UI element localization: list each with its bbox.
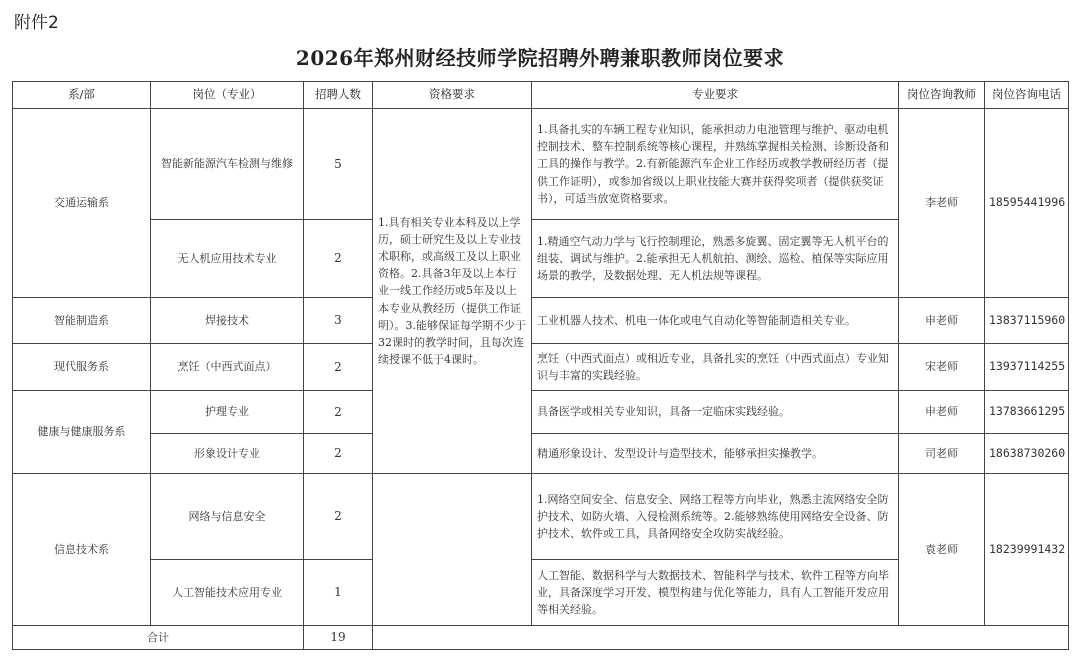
dept-cell: 智能制造系 — [13, 298, 151, 344]
requirement-cell: 烹饪（中西式面点）或相近专业，具备扎实的烹饪（中西式面点）专业知识与丰富的实践经验。 — [532, 344, 899, 391]
contact-cell: 申老师 — [899, 391, 985, 434]
count-cell: 2 — [304, 344, 373, 391]
count-cell: 2 — [304, 434, 373, 474]
attachment-label: 附件2 — [14, 13, 59, 33]
requirement-cell: 具备医学或相关专业知识，具备一定临床实践经验。 — [532, 391, 899, 434]
phone-cell: 13937114255 — [985, 344, 1069, 391]
count-cell: 2 — [304, 220, 373, 298]
position-cell: 护理专业 — [151, 391, 304, 434]
count-cell: 2 — [304, 391, 373, 434]
contact-cell: 李老师 — [899, 109, 985, 298]
header-requirement: 专业要求 — [532, 82, 899, 109]
header-position: 岗位（专业） — [151, 82, 304, 109]
qualification-cell: 1.具有相关专业本科及以上学历，硕士研究生及以上专业技术职称，或高级工及以上职业资格。2.具备3年及以上本行业一线工作经历或5年及以上本专业从教经历（提供工作证明）。3.能够保证每学期不少于32课时的教学时间，且每次连续授课不低于4课时。 — [373, 109, 532, 474]
header-count: 招聘人数 — [304, 82, 373, 109]
header-qualification: 资格要求 — [373, 82, 532, 109]
count-cell: 1 — [304, 560, 373, 626]
table-row — [13, 434, 1069, 474]
dept-cell: 健康与健康服务系 — [13, 391, 151, 474]
header-dept: 系/部 — [13, 82, 151, 109]
position-cell: 焊接技术 — [151, 298, 304, 344]
total-empty-cell — [373, 626, 1069, 650]
position-cell: 无人机应用技术专业 — [151, 220, 304, 298]
page-title: 2026年郑州财经技师学院招聘外聘兼职教师岗位要求 — [295, 46, 785, 70]
count-cell: 5 — [304, 109, 373, 220]
table-row — [13, 344, 1069, 391]
table-row — [13, 474, 1069, 560]
phone-cell: 18239991432 — [985, 474, 1069, 626]
phone-cell: 13783661295 — [985, 391, 1069, 434]
table-row — [13, 391, 1069, 434]
table-header-row — [13, 82, 1069, 109]
position-cell: 智能新能源汽车检测与维修 — [151, 109, 304, 220]
dept-cell: 现代服务系 — [13, 344, 151, 391]
header-phone: 岗位咨询电话 — [985, 82, 1069, 109]
total-label: 合计 — [13, 626, 304, 650]
requirement-cell: 工业机器人技术、机电一体化或电气自动化等智能制造相关专业。 — [532, 298, 899, 344]
phone-cell: 13837115960 — [985, 298, 1069, 344]
contact-cell: 司老师 — [899, 434, 985, 474]
requirement-cell: 1.网络空间安全、信息安全、网络工程等方向毕业，熟悉主流网络安全防护技术、如防火墙、入侵检测系统等。2.能够熟练使用网络安全设备、防护技术、软件或工具，具备网络安全攻防实战经验。 — [532, 474, 899, 560]
contact-cell: 袁老师 — [899, 474, 985, 626]
qualification-empty-cell — [373, 474, 532, 626]
phone-cell: 18595441996 — [985, 109, 1069, 298]
total-count: 19 — [304, 626, 373, 650]
count-cell: 2 — [304, 474, 373, 560]
position-cell: 形象设计专业 — [151, 434, 304, 474]
position-cell: 网络与信息安全 — [151, 474, 304, 560]
table-row — [13, 109, 1069, 220]
requirement-cell: 1.精通空气动力学与飞行控制理论，熟悉多旋翼、固定翼等无人机平台的组装、调试与维护。2.能承担无人机航拍、测绘、巡检、植保等实际应用场景的教学，及数据处理、无人机法规等课程。 — [532, 220, 899, 298]
dept-cell: 信息技术系 — [13, 474, 151, 626]
position-cell: 烹饪（中西式面点） — [151, 344, 304, 391]
count-cell: 3 — [304, 298, 373, 344]
dept-cell: 交通运输系 — [13, 109, 151, 298]
header-contact: 岗位咨询教师 — [899, 82, 985, 109]
requirement-cell: 1.具备扎实的车辆工程专业知识，能承担动力电池管理与维护、驱动电机控制技术、整车控制系统等核心课程，并熟练掌握相关检测、诊断设备和工具的操作与教学。2.有新能源汽车企业工作经历或教学教研经历者（提供工作证明），或参加省级以上职业技能大赛并获得奖项者（提供获奖证书），可适当放宽资格要求。 — [532, 109, 899, 220]
phone-cell: 18638730260 — [985, 434, 1069, 474]
requirements-table — [12, 81, 1069, 650]
requirement-cell: 人工智能、数据科学与大数据技术、智能科学与技术、软件工程等方向毕业，具备深度学习开发、模型构建与优化等能力，具有人工智能开发应用等相关经验。 — [532, 560, 899, 626]
contact-cell: 申老师 — [899, 298, 985, 344]
position-cell: 人工智能技术应用专业 — [151, 560, 304, 626]
table-row — [13, 298, 1069, 344]
contact-cell: 宋老师 — [899, 344, 985, 391]
total-row — [13, 626, 1069, 650]
requirement-cell: 精通形象设计、发型设计与造型技术，能够承担实操教学。 — [532, 434, 899, 474]
